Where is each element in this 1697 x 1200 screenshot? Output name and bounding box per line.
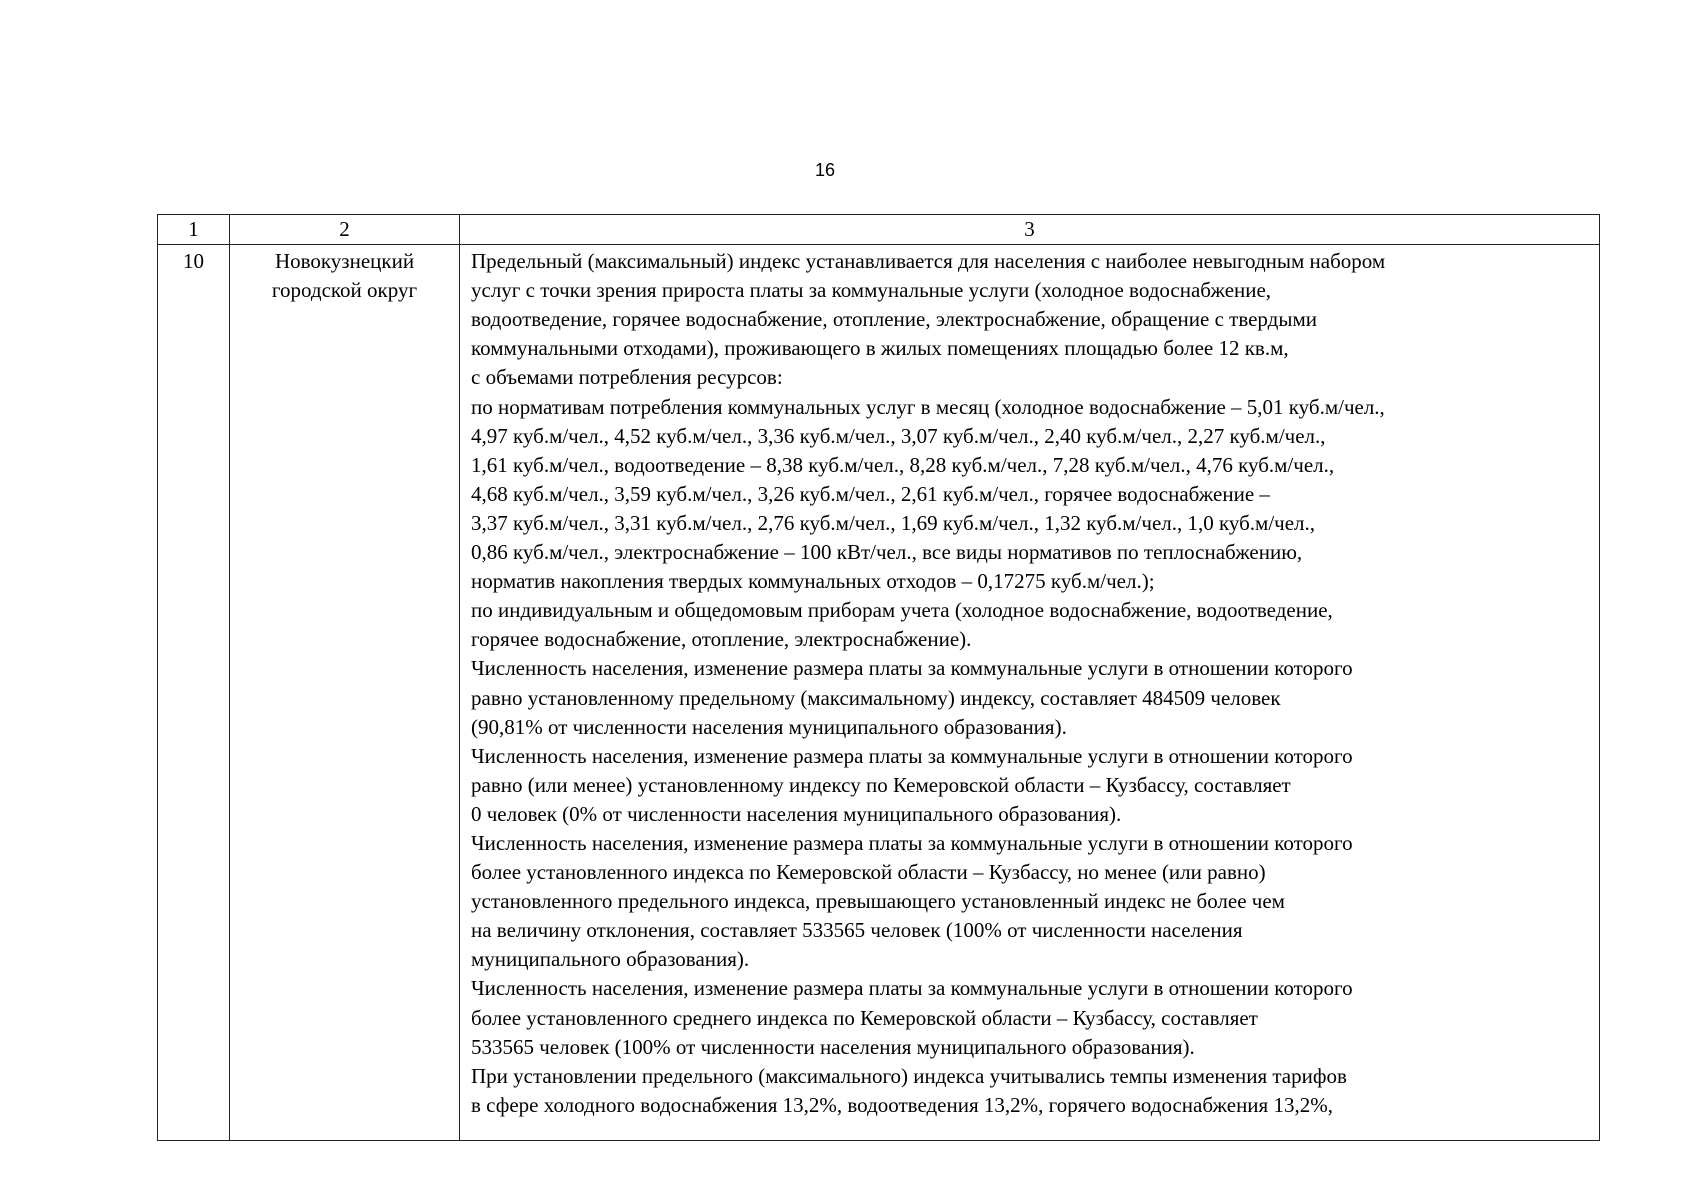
description-line: 4,68 куб.м/чел., 3,59 куб.м/чел., 3,26 куб.м/чел., 2,61 куб.м/чел., горячее водоснабжение –	[471, 481, 1270, 506]
description-line: услуг с точки зрения прироста платы за коммунальные услуги (холодное водоснабжение,	[471, 278, 1272, 303]
data-table	[157, 214, 1600, 1141]
description-line: равно установленному предельному (максимальному) индексу, составляет 484509 человек	[471, 685, 1281, 710]
description-line: по индивидуальным и общедомовым приборам учета (холодное водоснабжение, водоотведение,	[471, 598, 1333, 623]
description-line: норматив накопления твердых коммунальных отходов – 0,17275 куб.м/чел.);	[471, 569, 1155, 594]
description-cell	[460, 245, 1600, 1141]
description-line: Численность населения, изменение размера платы за коммунальные услуги в отношении которого	[471, 976, 1353, 1001]
table-row	[158, 245, 1600, 1141]
description-line: установленного предельного индекса, превышающего установленный индекс не более чем	[471, 889, 1285, 914]
description-line: 0 человек (0% от численности населения муниципального образования).	[471, 801, 1122, 826]
description-line: более установленного среднего индекса по Кемеровской области – Кузбассу, составляет	[471, 1005, 1258, 1030]
description-line: 533565 человек (100% от численности населения муниципального образования).	[471, 1034, 1195, 1059]
header-cell-3: 3	[460, 215, 1600, 245]
description-line: более установленного индекса по Кемеровской области – Кузбассу, но менее (или равно)	[471, 860, 1266, 885]
description-line: Предельный (максимальный) индекс устанавливается для населения с наиболее невыгодным набором	[471, 249, 1386, 274]
municipality-name-line: городской округ	[271, 278, 418, 303]
header-cell-2: 2	[230, 215, 460, 245]
description-line: равно (или менее) установленному индексу по Кемеровской области – Кузбассу, составляет	[471, 772, 1291, 797]
municipality-name-cell	[230, 245, 460, 1141]
header-cell-1: 1	[158, 215, 230, 245]
description-line: с объемами потребления ресурсов:	[471, 365, 783, 390]
description-line: в сфере холодного водоснабжения 13,2%, водоотведения 13,2%, горячего водоснабжения 13,2%,	[471, 1092, 1333, 1117]
description-line: Численность населения, изменение размера платы за коммунальные услуги в отношении которого	[471, 656, 1353, 681]
table-header-row	[158, 215, 1600, 245]
description-line: по нормативам потребления коммунальных услуг в месяц (холодное водоснабжение – 5,01 куб.м/чел.,	[471, 394, 1385, 419]
description-line: на величину отклонения, составляет 533565 человек (100% от численности населения	[471, 918, 1243, 943]
description-line: Численность населения, изменение размера платы за коммунальные услуги в отношении которого	[471, 830, 1353, 855]
description-line: водоотведение, горячее водоснабжение, отопление, электроснабжение, обращение с твердыми	[471, 307, 1317, 332]
row-number-cell: 10	[158, 245, 230, 1141]
description-line: (90,81% от численности населения муниципального образования).	[471, 714, 1067, 739]
description-line: При установлении предельного (максимального) индекса учитывались темпы изменения тарифов	[471, 1063, 1347, 1088]
description-line: 3,37 куб.м/чел., 3,31 куб.м/чел., 2,76 куб.м/чел., 1,69 куб.м/чел., 1,32 куб.м/чел., 1,0 куб.м/чел.,	[471, 510, 1316, 535]
description-line: Численность населения, изменение размера платы за коммунальные услуги в отношении которого	[471, 743, 1353, 768]
municipality-name-line: Новокузнецкий	[274, 249, 415, 274]
description-line: 4,97 куб.м/чел., 4,52 куб.м/чел., 3,36 куб.м/чел., 3,07 куб.м/чел., 2,40 куб.м/чел., 2,27 куб.м/чел.,	[471, 423, 1326, 448]
description-line: коммунальными отходами), проживающего в жилых помещениях площадью более 12 кв.м,	[471, 336, 1289, 361]
description-line: муниципального образования).	[471, 947, 750, 972]
description-line: 0,86 куб.м/чел., электроснабжение – 100 кВт/чел., все виды нормативов по теплоснабжению,	[471, 540, 1303, 565]
description-line: 1,61 куб.м/чел., водоотведение – 8,38 куб.м/чел., 8,28 куб.м/чел., 7,28 куб.м/чел., 4,76 куб.м/чел.,	[471, 452, 1335, 477]
page-number: 16	[814, 160, 836, 180]
description-line: горячее водоснабжение, отопление, электроснабжение).	[471, 627, 972, 652]
